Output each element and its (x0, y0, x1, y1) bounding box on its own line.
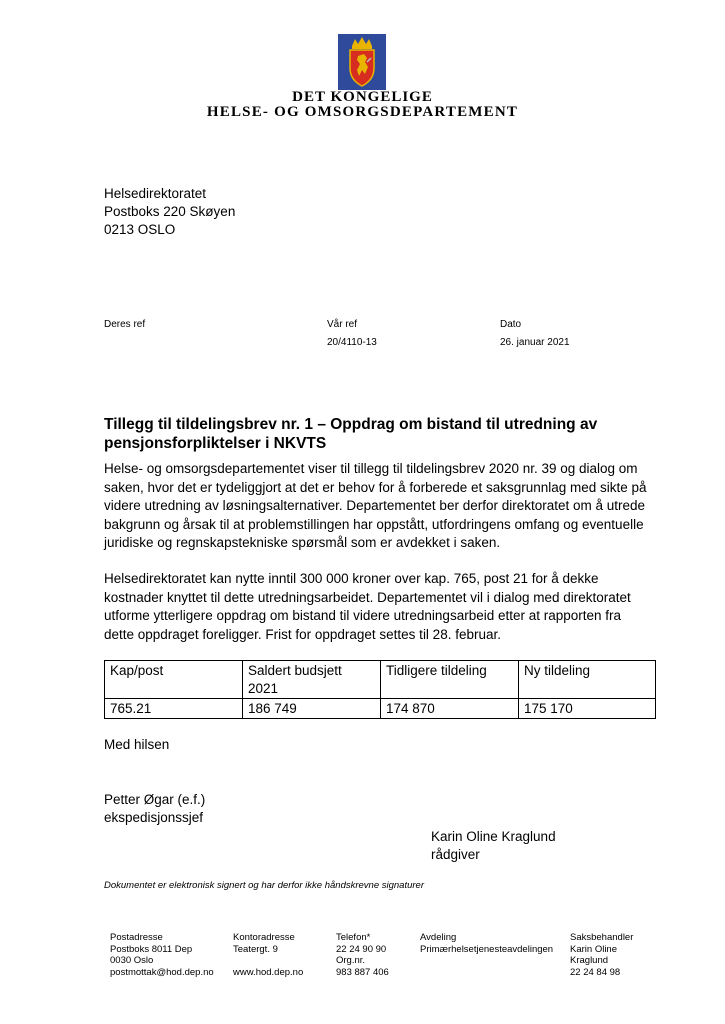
footer-value: Postboks 8011 Dep (110, 943, 193, 955)
table-cell: 186 749 (243, 699, 381, 719)
footer-label: Postadresse (110, 932, 163, 943)
signer-1 (104, 791, 205, 827)
footer-value: 22 24 84 98 (570, 966, 621, 978)
footer-label: Avdeling (420, 932, 457, 943)
signer-2 (431, 828, 556, 864)
greeting: Med hilsen (104, 737, 170, 752)
table-cell: 174 870 (381, 699, 519, 719)
body-paragraph-1: Helse- og omsorgsdepartementet viser til tillegg til tildelingsbrev 2020 nr. 39 og dialog om saken, hvor det er tydeliggjort at det er behov for å forberede et saksgrunnlag med sikte på videre utredning av løsningsalternativer. Departementet ber derfor direktoratet om å utrede bakgrunn og årsak til at problemstillingen har oppstått, utfordringens omfang og eventuelle juridiske og regnskapstekniske spørsmål som er avdekket i saken. (104, 461, 647, 550)
coat-of-arms-logo (338, 34, 386, 90)
date-label: Dato (500, 319, 522, 330)
budget-table (104, 660, 656, 719)
footer-label: Kontoradresse (233, 932, 295, 943)
footer-value: 0030 Oslo (110, 955, 154, 966)
table-row (105, 699, 656, 719)
department-name-line2: HELSE- OG OMSORGSDEPARTEMENT (206, 104, 519, 120)
signer-1-name: Petter Øgar (e.f.) (104, 792, 206, 807)
footer-value: Teatergt. 9 (233, 943, 278, 955)
var-ref-value: 20/4110-13 (327, 337, 377, 348)
footer-postadresse (110, 932, 214, 978)
footer-avdeling (420, 932, 553, 955)
recipient-city: 0213 OSLO (104, 222, 176, 237)
footer-telefon (336, 932, 389, 978)
signer-1-title: ekspedisjonssjef (104, 810, 204, 825)
footer-value: Org.nr. (336, 955, 366, 966)
footer-email: postmottak@hod.dep.no (110, 966, 214, 978)
signature-note: Dokumentet er elektronisk signert og har derfor ikke håndskrevne signaturer (104, 880, 424, 891)
table-header-row (105, 661, 656, 699)
recipient-address (104, 185, 235, 239)
footer-kontoradresse (233, 932, 303, 978)
footer-label: Telefon* (336, 932, 371, 943)
letter-title: Tillegg til tildelingsbrev nr. 1 – Oppdrag om bistand til utredning av pensjonsforpliktelser i NKVTS (104, 416, 598, 452)
recipient-street: Postboks 220 Skøyen (104, 204, 236, 219)
footer-saksbehandler (570, 932, 633, 978)
footer-value (233, 955, 303, 967)
department-name-line1: DET KONGELIGE (292, 89, 433, 105)
footer-value: Kraglund (570, 955, 609, 966)
table-header-cell: Saldert budsjett 2021 (243, 661, 381, 699)
recipient-name: Helsedirektoratet (104, 186, 207, 201)
footer-value: 983 887 406 (336, 966, 389, 978)
table-cell: 765.21 (105, 699, 243, 719)
signer-2-name: Karin Oline Kraglund (431, 829, 556, 844)
table-header-cell: Kap/post (105, 661, 243, 699)
table-cell: 175 170 (519, 699, 656, 719)
footer-label: Saksbehandler (570, 932, 634, 943)
footer-value: Karin Oline (570, 943, 617, 955)
footer-value: 22 24 90 90 (336, 943, 387, 955)
signer-2-title: rådgiver (431, 847, 480, 862)
table-header-cell: Ny tildeling (519, 661, 656, 699)
deres-ref-label: Deres ref (104, 319, 146, 330)
body-paragraph-2: Helsedirektoratet kan nytte inntil 300 000 kroner over kap. 765, post 21 for å dekke kostnader knyttet til dette utredningsarbeidet. Departementet vil i dialog med direktoratet utforme ytterligere oppdrag om bistand til videre utredningsarbeid etter at rapporten fra dette oppdraget foreligger. Frist for oppdraget settes til 28. februar. (104, 571, 631, 642)
table-header-cell: Tidligere tildeling (381, 661, 519, 699)
footer-website: www.hod.dep.no (233, 966, 304, 978)
var-ref-label: Vår ref (327, 319, 358, 330)
date-value: 26. januar 2021 (500, 337, 570, 348)
footer-value: Primærhelsetjenesteavdelingen (420, 943, 554, 955)
